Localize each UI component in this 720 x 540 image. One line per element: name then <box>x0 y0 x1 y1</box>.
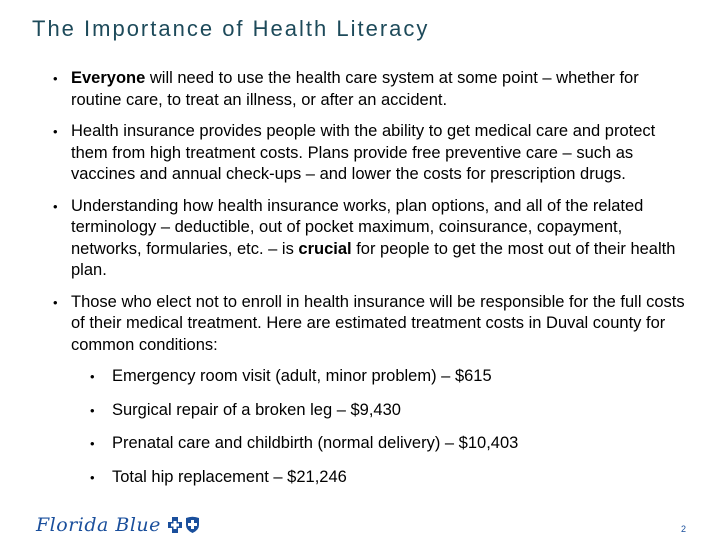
bullet-lead: Everyone <box>71 69 146 87</box>
bullet-item <box>36 292 686 357</box>
bullet-dot: • <box>90 369 95 384</box>
logo-text: Florida Blue <box>36 514 161 536</box>
bullet-dot: • <box>90 469 95 485</box>
bullet-text: will need to use the health care system at some point – whether for routine care, to treat an illness, or after an accident. <box>71 69 639 109</box>
bullet-text: Understanding how health insurance works, plan options, and all of the related terminology – deductible, out of pocket maximum, coinsurance, copayment, networks, formularies, etc. – is <box>71 196 644 258</box>
blue-shield-icon <box>185 516 200 534</box>
bullet-dot: • <box>53 198 58 214</box>
page-number: 2 <box>681 524 687 534</box>
sub-bullet-text: Prenatal care and childbirth (normal delivery) – $10,403 <box>112 434 519 452</box>
florida-blue-logo <box>36 512 200 538</box>
bullet-bold: crucial <box>298 239 352 258</box>
bullet-text: for people to get the most out of their health plan. <box>71 239 676 279</box>
sub-bullet-item <box>36 366 686 388</box>
bullet-dot: • <box>90 436 95 451</box>
bullet-text: Health insurance provides people with the ability to get medical care and protect them from high treatment costs. Plans provide free preventive care – such as vaccines and annual check-ups – and lower the costs for prescription drugs. <box>71 122 656 183</box>
blue-cross-icon <box>167 516 183 534</box>
sub-bullet-text: Emergency room visit (adult, minor problem) – $615 <box>112 367 492 385</box>
bullet-list <box>36 68 686 500</box>
sub-bullet-item <box>36 433 686 455</box>
sub-bullet-text: Total hip replacement – $21,246 <box>112 467 347 486</box>
sub-bullet-text: Surgical repair of a broken leg – $9,430 <box>112 400 401 419</box>
bullet-item <box>36 121 686 186</box>
sub-bullet-item <box>36 400 686 422</box>
bullet-dot: • <box>53 124 58 139</box>
bullet-item <box>36 196 686 282</box>
bullet-dot: • <box>90 402 95 418</box>
logo-marks <box>167 516 200 534</box>
sub-bullet-item <box>36 467 686 489</box>
bullet-item <box>36 68 686 111</box>
bullet-dot: • <box>53 294 58 310</box>
slide-title: The Importance of Health Literacy <box>32 16 430 41</box>
bullet-text: Those who elect not to enroll in health insurance will be responsible for the full costs of their medical treatment. Here are estimated treatment costs in Duval county for common conditions: <box>71 292 685 354</box>
bullet-dot: • <box>53 71 58 86</box>
